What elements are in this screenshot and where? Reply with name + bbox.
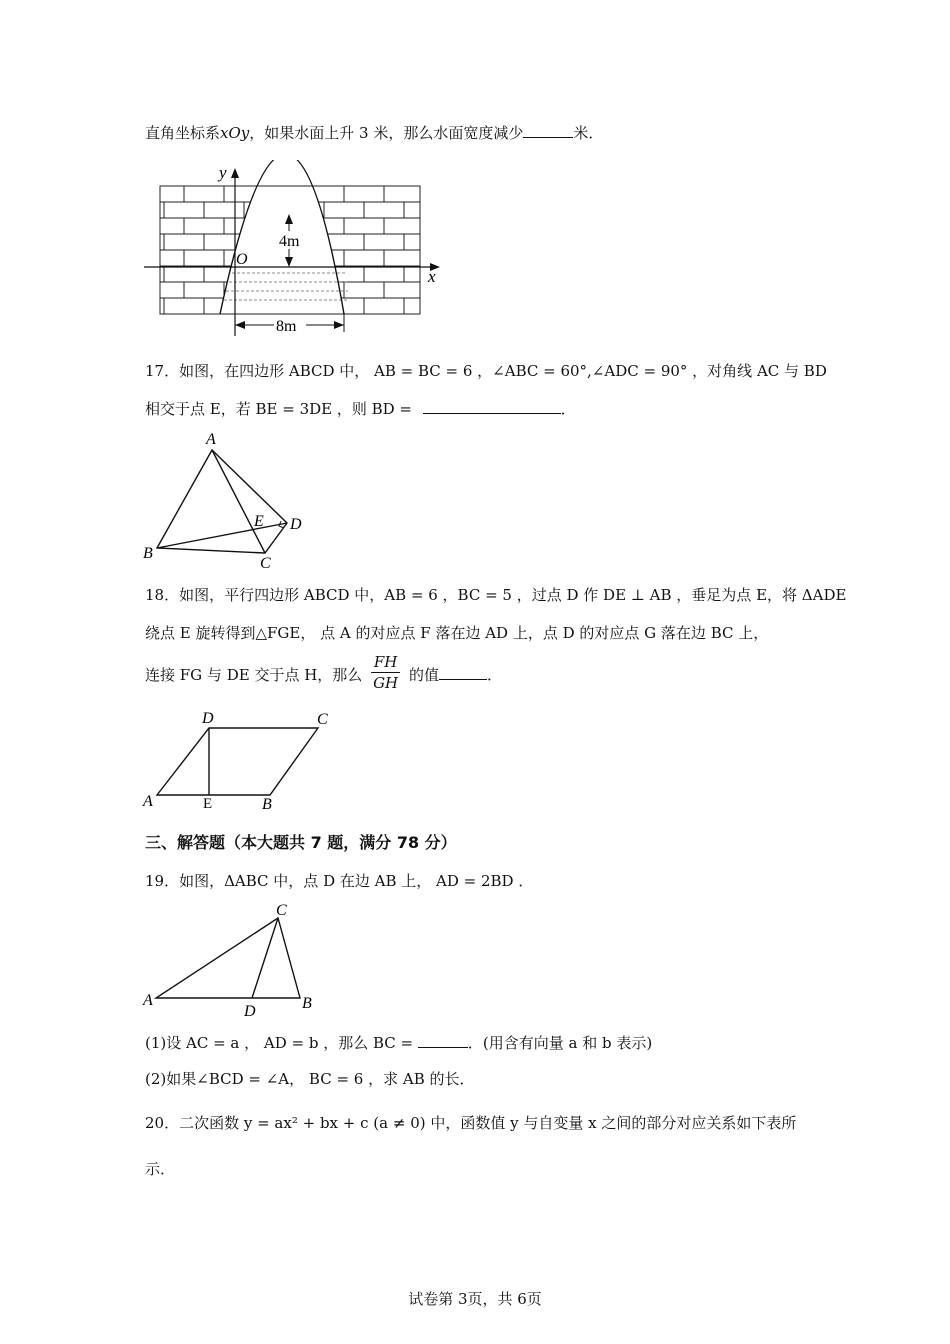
y-axis-arrow (231, 168, 239, 178)
q18-label-e: E (203, 796, 213, 812)
triangle-abc (156, 918, 300, 998)
q17-label-a: A (206, 431, 216, 448)
q18-label-b: B (262, 796, 272, 813)
x-axis-label: x (428, 267, 436, 286)
q17-label-d: D (290, 516, 302, 533)
parallelogram-abcd (157, 728, 318, 795)
q17-quadrilateral-figure (140, 428, 320, 570)
q18-label-c: C (317, 711, 328, 728)
segment-cd (252, 918, 278, 998)
q18-frac-numerator: FH (371, 652, 400, 673)
q17-text-line2 (145, 398, 576, 420)
q17-label-e: E (254, 513, 264, 530)
q19-part1-b: ．(用含有向量 a 和 b 表示) (467, 1034, 653, 1052)
q18-text-c: ． (486, 666, 502, 684)
q16-text-a: 直角坐标系 (145, 124, 221, 142)
page-footer: 试卷第 3页，共 6页 (408, 1290, 542, 1308)
q16-coord-var: xOy (220, 124, 250, 142)
q18-text-b: 的值 (408, 666, 439, 684)
q16-text-b: ，如果水面上升 3 米，那么水面宽度减少 (249, 124, 524, 142)
q19-part2: (2)如果∠BCD = ∠A， BC = 6 ，求 AB 的长． (145, 1070, 475, 1088)
q19-part1 (145, 1032, 652, 1054)
q19-part1-a: (1)设 AC = a ， AD = b ，那么 BC = (145, 1034, 414, 1052)
width-label: 8m (276, 318, 297, 335)
q16-bridge-figure (140, 160, 450, 340)
q19-text-line1: 19．如图，ΔABC 中，点 D 在边 AB 上， AD = 2BD ． (145, 872, 534, 890)
q18-text-line2: 绕点 E 旋转得到△FGE， 点 A 的对应点 F 落在边 AD 上，点 D 的对应点 G 落在边 BC 上， (145, 624, 769, 642)
q19-label-d: D (244, 1003, 256, 1020)
q18-label-d: D (202, 710, 214, 727)
q17-text-a: 相交于点 E，若 BE = 3DE ，则 BD = (145, 400, 413, 418)
q18-text-a: 连接 FG 与 DE 交于点 H，那么 (145, 666, 363, 684)
q16-text-c: 米． (573, 124, 604, 142)
q17-label-b: B (143, 545, 153, 562)
q17-text-b: ． (560, 400, 576, 418)
q19-part1-blank (418, 1033, 468, 1048)
q18-text-line3 (145, 652, 502, 693)
q16-answer-blank (523, 123, 573, 138)
q20-text-line2: 示． (145, 1160, 176, 1178)
diagonal-bd (157, 523, 287, 548)
height-label: 4m (279, 233, 300, 250)
q20-text-line1: 20．二次函数 y = ax² + bx + c (a ≠ 0) 中，函数值 y 与自变量 x 之间的部分对应关系如下表所 (145, 1114, 797, 1132)
section3-title: 三、解答题（本大题共 7 题，满分 78 分） (145, 833, 457, 852)
q18-frac-denominator: GH (373, 674, 399, 692)
q16-text-line (145, 122, 603, 144)
y-axis-label: y (219, 163, 227, 182)
q17-label-c: C (260, 555, 271, 570)
diagonal-ac (212, 450, 265, 553)
q18-parallelogram-figure (140, 708, 340, 814)
q18-answer-blank (439, 665, 487, 680)
q18-text-line1: 18．如图，平行四边形 ABCD 中，AB = 6 ，BC = 5 ，过点 D 作 DE ⊥ AB ，垂足为点 E，将 ΔADE (145, 586, 847, 604)
q19-triangle-figure (140, 898, 330, 1020)
q19-label-a: A (143, 992, 153, 1009)
q19-label-c: C (276, 902, 287, 919)
q18-fraction (371, 652, 400, 693)
q17-answer-blank (423, 399, 561, 414)
q17-text-line1: 17．如图，在四边形 ABCD 中， AB = BC = 6 ，∠ABC = 60°,∠ADC = 90° ，对角线 AC 与 BD (145, 362, 827, 380)
quad-abcd (157, 450, 287, 553)
q19-label-b: B (302, 995, 312, 1012)
q18-label-a: A (143, 793, 153, 810)
origin-label: O (236, 251, 248, 268)
